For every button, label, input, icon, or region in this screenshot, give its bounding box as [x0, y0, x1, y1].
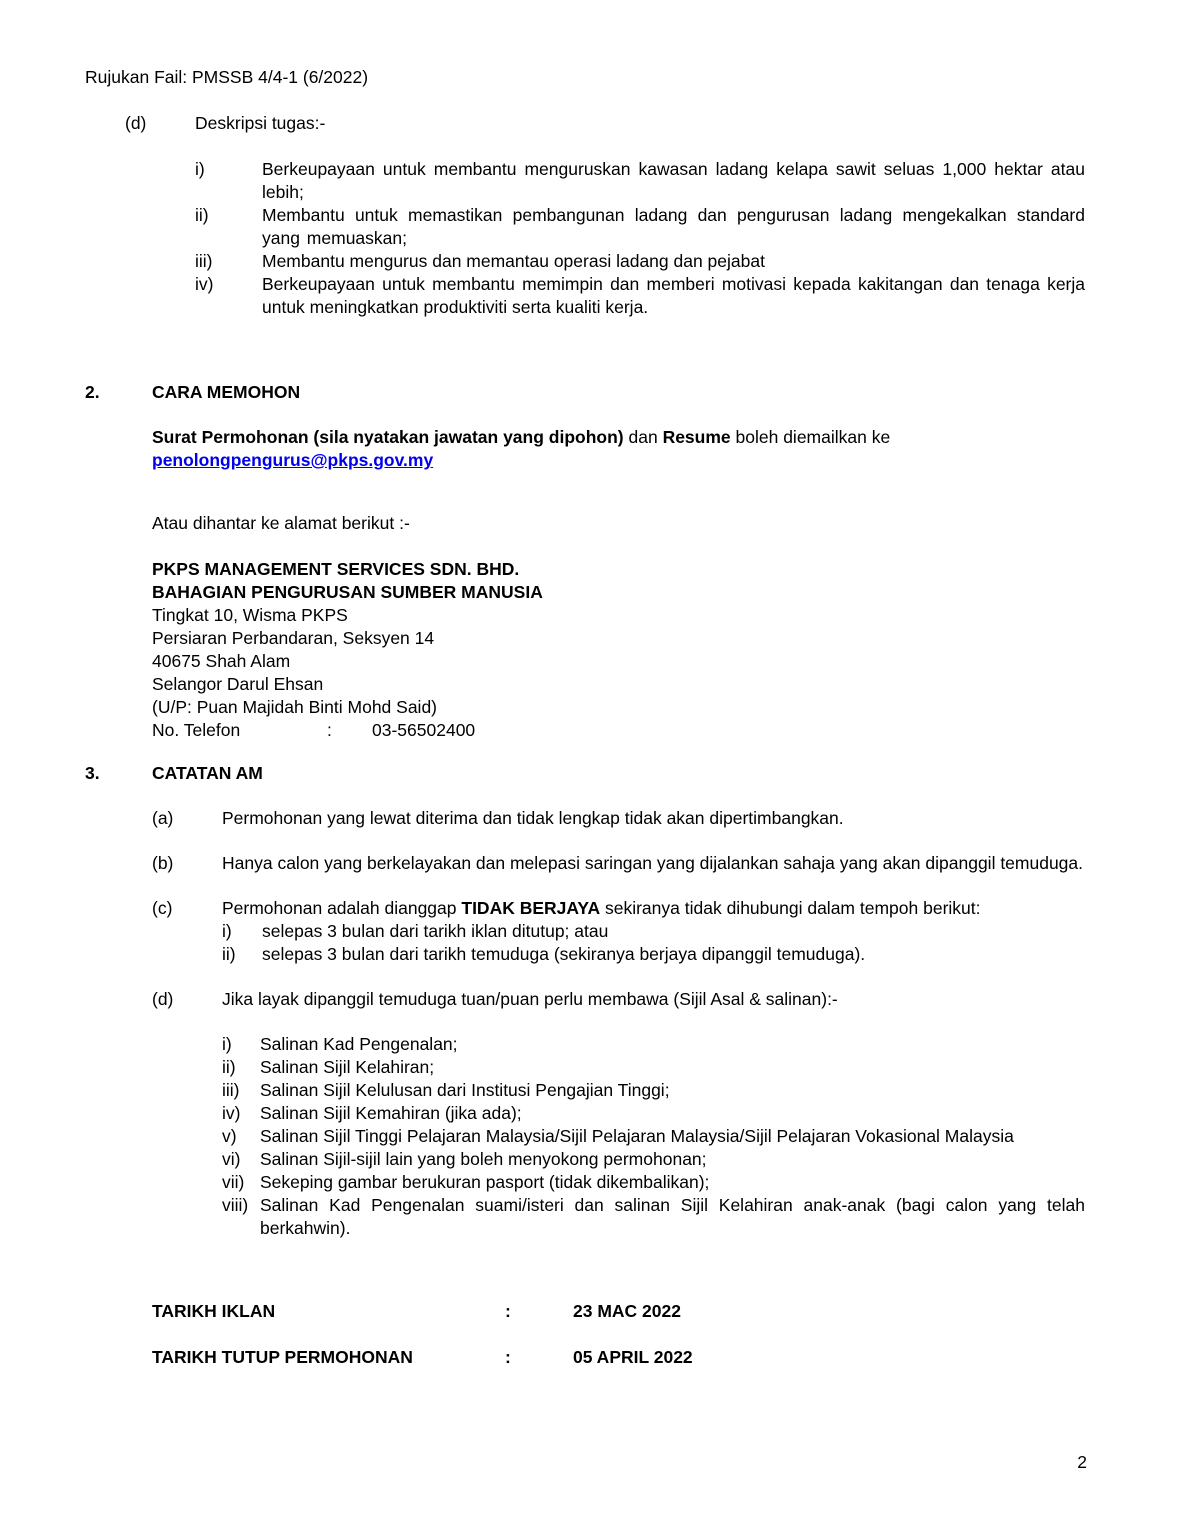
list-item-number: iii)	[195, 251, 213, 271]
phone-value: 03-56502400	[372, 720, 476, 740]
apply-text: boleh diemailkan ke	[730, 427, 891, 447]
document-item-number: vi)	[222, 1149, 241, 1169]
alternative-intro: Atau dihantar ke alamat berikut :-	[152, 513, 410, 533]
list-item	[85, 250, 1085, 273]
document-item-number: viii)	[222, 1195, 249, 1215]
sub-item-text: selepas 3 bulan dari tarikh temuduga (sekiranya berjaya dipanggil temuduga).	[262, 944, 866, 964]
closing-date-colon: :	[505, 1347, 511, 1367]
note-item-d	[152, 988, 1085, 1011]
note-item-label: (a)	[152, 808, 174, 828]
note-item-c	[152, 897, 1085, 966]
note-item-a	[152, 807, 1085, 830]
task-description-heading	[85, 112, 1085, 135]
document-item	[222, 1102, 1085, 1125]
closing-date-row	[152, 1346, 1085, 1369]
document-item-text: Salinan Sijil Kelahiran;	[260, 1057, 435, 1077]
document-item-text: Salinan Sijil Kemahiran (jika ada);	[260, 1103, 522, 1123]
section-heading-catatan-am	[85, 762, 1085, 785]
dates-block	[152, 1300, 1085, 1369]
note-item-label: (c)	[152, 898, 173, 918]
list-item-number: iv)	[195, 274, 214, 294]
document-item-text: Sekeping gambar berukuran pasport (tidak dikembalikan);	[260, 1172, 710, 1192]
sub-item-text: selepas 3 bulan dari tarikh iklan ditutup; atau	[262, 921, 609, 941]
note-item-text: Permohonan yang lewat diterima dan tidak lengkap tidak akan dipertimbangkan.	[222, 808, 844, 828]
list-item	[85, 158, 1085, 204]
list-item	[85, 204, 1085, 250]
list-item-number: i)	[195, 159, 205, 179]
document-item	[222, 1056, 1085, 1079]
task-description-list	[85, 158, 1085, 319]
task-description-label: (d)	[125, 113, 147, 133]
advert-date-label: TARIKH IKLAN	[152, 1301, 276, 1321]
list-item	[85, 273, 1085, 319]
note-item-text: Permohonan adalah dianggap	[222, 898, 462, 918]
sub-item-number: i)	[222, 921, 232, 941]
note-item-text: Jika layak dipanggil temuduga tuan/puan perlu membawa (Sijil Asal & salinan):-	[222, 989, 838, 1009]
note-item-label: (b)	[152, 853, 174, 873]
apply-text: dan	[623, 427, 663, 447]
section-heading-cara-memohon	[85, 381, 1085, 404]
address-line: 40675 Shah Alam	[152, 651, 291, 671]
document-item	[222, 1125, 1085, 1148]
sub-item	[222, 943, 1085, 966]
closing-date-label: TARIKH TUTUP PERMOHONAN	[152, 1347, 413, 1367]
task-description-title: Deskripsi tugas:-	[195, 113, 326, 133]
document-item-text: Salinan Sijil Tinggi Pelajaran Malaysia/Sijil Pelajaran Malaysia/Sijil Pelajaran Vokasional Malaysia	[260, 1126, 1014, 1146]
document-item	[222, 1079, 1085, 1102]
document-item-number: ii)	[222, 1057, 236, 1077]
department-name: BAHAGIAN PENGURUSAN SUMBER MANUSIA	[152, 582, 543, 602]
list-item-text: Membantu mengurus dan memantau operasi ladang dan pejabat	[262, 251, 765, 271]
file-reference: Rujukan Fail: PMSSB 4/4-1 (6/2022)	[85, 67, 369, 87]
cara-memohon-body	[152, 426, 1085, 742]
phone-row	[152, 719, 1085, 742]
document-item	[222, 1033, 1085, 1056]
sub-item	[222, 920, 1085, 943]
closing-date-value: 05 APRIL 2022	[573, 1347, 693, 1367]
document-item	[222, 1171, 1085, 1194]
sub-item-number: ii)	[222, 944, 236, 964]
phone-colon: :	[327, 720, 332, 740]
document-item-text: Salinan Kad Pengenalan;	[260, 1034, 458, 1054]
address-line: (U/P: Puan Majidah Binti Mohd Said)	[152, 697, 437, 717]
section-number: 2.	[85, 382, 100, 402]
list-item-text: Membantu untuk memastikan pembangunan ladang dan pengurusan ladang mengekalkan standard yang memuaskan;	[262, 205, 1085, 248]
document-item	[222, 1148, 1085, 1171]
advert-date-value: 23 MAC 2022	[573, 1301, 681, 1321]
phone-label: No. Telefon	[152, 720, 241, 740]
note-item-c-content	[222, 897, 1085, 966]
apply-text-bold: Resume	[662, 427, 731, 447]
document-item-text: Salinan Sijil-sijil lain yang boleh menyokong permohonan;	[260, 1149, 707, 1169]
address-block	[152, 558, 1085, 742]
list-item-text: Berkeupayaan untuk membantu menguruskan kawasan ladang kelapa sawit seluas 1,000 hektar atau lebih;	[262, 159, 1085, 202]
advert-date-row	[152, 1300, 1085, 1323]
note-item-text-bold: TIDAK BERJAYA	[461, 898, 601, 918]
document-item-number: i)	[222, 1034, 232, 1054]
note-item-text: Hanya calon yang berkelayakan dan melepasi saringan yang dijalankan sahaja yang akan dipanggil temuduga.	[222, 853, 1084, 873]
address-line: Tingkat 10, Wisma PKPS	[152, 605, 348, 625]
section-title: CATATAN AM	[152, 763, 263, 783]
company-name: PKPS MANAGEMENT SERVICES SDN. BHD.	[152, 559, 520, 579]
apply-text-bold: Surat Permohonan (sila nyatakan jawatan yang dipohon)	[152, 427, 624, 447]
document-item-text: Salinan Sijil Kelulusan dari Institusi Pengajian Tinggi;	[260, 1080, 670, 1100]
advert-date-colon: :	[505, 1301, 511, 1321]
email-line	[152, 449, 1085, 472]
list-item-number: ii)	[195, 205, 209, 225]
address-line: Persiaran Perbandaran, Seksyen 14	[152, 628, 435, 648]
required-documents-list	[222, 1033, 1085, 1240]
document-item-number: v)	[222, 1126, 237, 1146]
address-line: Selangor Darul Ehsan	[152, 674, 324, 694]
document-item	[222, 1194, 1085, 1240]
section-number: 3.	[85, 763, 100, 783]
document-item-number: iii)	[222, 1080, 240, 1100]
document-item-text: Salinan Kad Pengenalan suami/isteri dan salinan Sijil Kelahiran anak-anak (bagi calon yang telah berkahwin).	[260, 1195, 1085, 1238]
document-item-number: iv)	[222, 1103, 241, 1123]
section-title: CARA MEMOHON	[152, 382, 301, 402]
document-item-number: vii)	[222, 1172, 245, 1192]
apply-paragraph	[152, 426, 1085, 472]
note-item-label: (d)	[152, 989, 174, 1009]
note-item-text: sekiranya tidak dihubungi dalam tempoh berikut:	[600, 898, 981, 918]
page-number: 2	[1077, 1452, 1087, 1472]
list-item-text: Berkeupayaan untuk membantu memimpin dan memberi motivasi kepada kakitangan dan tenaga kerja untuk meningkatkan produktiviti serta kualiti kerja.	[262, 274, 1085, 317]
email-link[interactable]: penolongpengurus@pkps.gov.my	[152, 450, 434, 470]
note-item-b	[152, 852, 1085, 875]
